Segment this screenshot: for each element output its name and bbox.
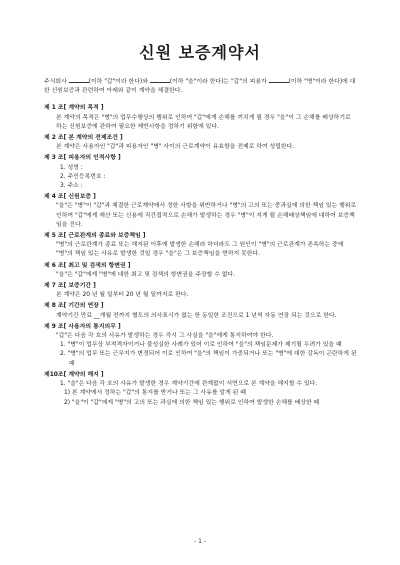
article-paragraph: "갑"은 다음 각 호의 사유가 발생하는 경우 즉시 그 사실을 "을"에게 통지하여야 한다. [56,333,274,340]
list-item: 1) 본 계약에서 정하는 "갑"의 통지를 받거나 또는 그 사유를 알게 된 때 [64,390,246,397]
list-item: 1. 성명 : [60,164,83,171]
document-title: 신원 보증계약서 [139,43,261,62]
article-paragraph: "병"의 근로관계가 종료 또는 해지된 이후에 발생한 손해라 하더라도 그 원인이 "병"의 근로관계가 존속하는 중에 "병"의 책임 있는 사유로 발생한 것일 경우 "을"은 그 보증책임을 면하지 못한다. [56,242,344,258]
article-paragraph: 본 계약은 20 년 월 일부터 20 년 월 일까지로 한다. [56,292,189,299]
article-heading: 제 2 조[ 본 계약의 전제조건 ] [44,135,123,142]
blank-line [150,76,170,83]
article-heading: 제 3 조[ 피용자의 인적사항 ] [44,155,121,162]
article-heading: 제 1 조[ 계약의 목적 ] [44,105,104,112]
article-paragraph: 본 계약의 목적은 "병"의 업무수행상의 행위로 인하여 "갑"에게 손해를 끼치게 될 경우 "을"이 그 손해를 배상하기로 하는 신원보증에 관하여 필요한 제반사항을 정하기 위함에 있다. [56,114,351,130]
article-section [44,104,358,132]
article-paragraph: "을"은 "갑"에게 "병"에 대한 최고 및 검색의 항변권을 주장할 수 없다. [56,271,236,278]
list-item: 1. "병"이 업무상 부적격자이거나 불성실한 사례가 있어 이로 인하여 "을"의 책임문제가 제기될 우려가 있을 때 [60,342,342,349]
article-section [44,232,358,260]
page-number: - 1 - [194,538,206,545]
article-section [44,371,358,408]
article-heading: 제 4 조[ 신원보증 ] [44,194,96,201]
article-section [44,282,358,300]
article-section [44,302,358,320]
list-item: 2) "을"이 "갑"에게 "병"의 고의 또는 과실에 의한 책임 있는 행위로 인하여 발생한 손해를 배상한 때 [64,399,320,406]
article-heading: 제 7 조[ 보증기간 ] [44,283,96,290]
article-section [44,193,358,230]
article-heading: 제10조[ 계약의 해지 ] [44,371,104,378]
article-section [44,323,358,369]
article-heading: 제 6 조[ 최고 및 검색의 항변권 ] [44,262,131,269]
info-list [44,164,358,192]
intro-text: 주식회사 [44,79,69,85]
article-section [44,154,358,191]
sub-list [44,389,358,407]
list-item: 1. "을"은 다음 각 호의 사유가 발생한 경우 계약기간에 관계없이 서면으로 본 계약을 해지할 수 있다. [60,381,318,388]
numbered-list [44,341,358,369]
intro-paragraph [44,76,358,96]
intro-text: (이하 "을"이라 한다)는 "갑"의 피용자 [169,79,269,85]
list-item: 2. 주민등록번호 : [60,173,106,180]
list-item: 3. 주소 : [60,183,83,190]
article-paragraph: 본 계약은 사용자인 "갑"과 피용자인 "병" 사이의 근로계약이 유효함을 전제로 하여 성립한다. [56,144,295,151]
article-paragraph: 계약기간 만료 __개월 전까지 별도의 의사표시가 없는 한 동일한 조건으로 1 년씩 자동 연장 되는 것으로 한다. [56,312,337,319]
document-body [44,76,358,409]
list-item: 2. "병"의 업무 또는 근무지가 변경되어 이로 인하여 "을"의 책임이 가중되거나 또는 "병"에 대한 감독이 곤란하게 된 때 [60,351,357,367]
article-heading: 제 9 조[ 사용자의 통지의무 ] [44,323,121,330]
article-heading: 제 8 조[ 기간의 연장 ] [44,303,104,310]
blank-line [269,76,289,83]
intro-text: (이하 "갑"이라 한다)와 [88,79,150,85]
intro-text: (이하 "병"이라 한다)에 대한 신원보증과 관련하여 아래와 같이 계약을 체결한다. [44,79,356,95]
blank-line [69,76,89,83]
article-section [44,262,358,280]
article-heading: 제 5 조[ 근로관계의 종료와 보증책임 ] [44,233,146,240]
article-section [44,134,358,152]
article-paragraph: "을"은 "병"이 "갑"과 체결한 근로계약에서 정한 사항을 위반하거나 "병"의 고의 또는 중과실에 의한 책임 있는 행위로 인하여 "갑"에게 재산 또는 신용에 직간접적으로 손해가 발생하는 경우 "병"이 지게 될 손해배상책임에 대하여 보증책임을 진다. [56,203,357,228]
numbered-list [44,380,358,389]
articles-container [44,104,358,407]
